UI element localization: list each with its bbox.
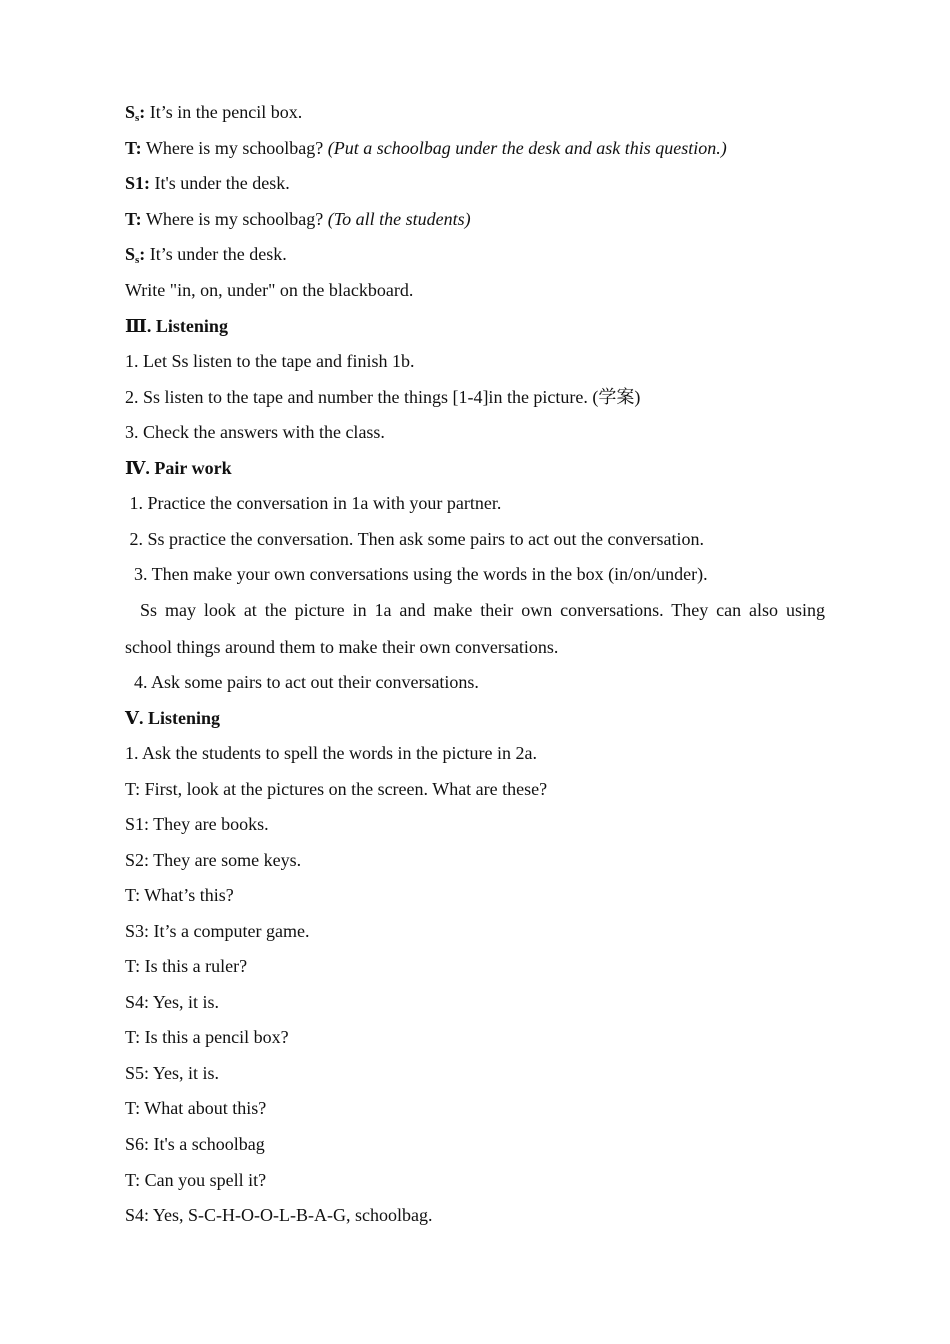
dialogue-line: [125, 101, 302, 129]
speaker-label: T:: [125, 209, 142, 229]
dialogue-line: T: First, look at the pictures on the screen. What are these?: [125, 779, 548, 799]
list-item: 3. Then make your own conversations using the words in the box (in/on/under).: [125, 564, 708, 584]
paragraph-line: Ss may look at the picture in 1a and make their own conversations. They can also using: [140, 600, 825, 620]
speaker-colon: :: [139, 244, 146, 264]
line-text: Where is my schoolbag?: [141, 209, 328, 229]
list-item: 2. Ss practice the conversation. Then ask some pairs to act out the conversation.: [125, 529, 705, 549]
speaker-label: S: [125, 244, 136, 264]
dialogue-line: S5: Yes, it is.: [125, 1063, 220, 1083]
list-item: 3. Check the answers with the class.: [125, 422, 385, 442]
line-text: Where is my schoolbag?: [141, 138, 328, 158]
dialogue-line: T: What about this?: [125, 1098, 267, 1118]
dialogue-line: T: Is this a ruler?: [125, 956, 248, 976]
speaker-colon: :: [139, 102, 146, 122]
paragraph-line: school things around them to make their own conversations.: [125, 637, 559, 657]
dialogue-line: [125, 208, 471, 230]
section-heading-pair-work: Ⅳ. Pair work: [125, 458, 232, 478]
speaker-subscript: s: [135, 254, 140, 266]
list-item: 2. Ss listen to the tape and number the things [1-4]in the picture. (学案): [125, 387, 641, 407]
dialogue-line: [125, 172, 290, 194]
speaker-label: S1:: [125, 173, 151, 193]
instruction-line: Write "in, on, under" on the blackboard.: [125, 280, 414, 300]
dialogue-line: S4: Yes, S-C-H-O-O-L-B-A-G, schoolbag.: [125, 1205, 433, 1225]
dialogue-line: T: Is this a pencil box?: [125, 1027, 289, 1047]
list-item: 4. Ask some pairs to act out their conversations.: [125, 672, 479, 692]
dialogue-line: S1: They are books.: [125, 814, 269, 834]
dialogue-line: [125, 137, 727, 159]
speaker-label: T:: [125, 138, 142, 158]
list-item: 1. Ask the students to spell the words in the picture in 2a.: [125, 743, 537, 763]
stage-direction: (To all the students): [327, 209, 471, 229]
dialogue-line: S2: They are some keys.: [125, 850, 302, 870]
dialogue-line: S4: Yes, it is.: [125, 992, 220, 1012]
list-item: 1. Let Ss listen to the tape and finish 1b.: [125, 351, 415, 371]
line-text: It’s under the desk.: [145, 244, 287, 264]
speaker-subscript: s: [135, 112, 140, 124]
stage-direction: (Put a schoolbag under the desk and ask this question.): [327, 138, 727, 158]
line-text: It’s in the pencil box.: [145, 102, 303, 122]
section-heading-listening: Ⅲ. Listening: [125, 316, 228, 336]
dialogue-line: T: Can you spell it?: [125, 1170, 267, 1190]
dialogue-line: S6: It's a schoolbag: [125, 1134, 265, 1154]
speaker-label: S: [125, 102, 136, 122]
list-item: 1. Practice the conversation in 1a with your partner.: [125, 493, 502, 513]
section-heading-listening-2: Ⅴ. Listening: [125, 708, 220, 728]
dialogue-line: T: What’s this?: [125, 885, 234, 905]
line-text: It's under the desk.: [150, 173, 290, 193]
dialogue-line: [125, 243, 287, 271]
dialogue-line: S3: It’s a computer game.: [125, 921, 310, 941]
